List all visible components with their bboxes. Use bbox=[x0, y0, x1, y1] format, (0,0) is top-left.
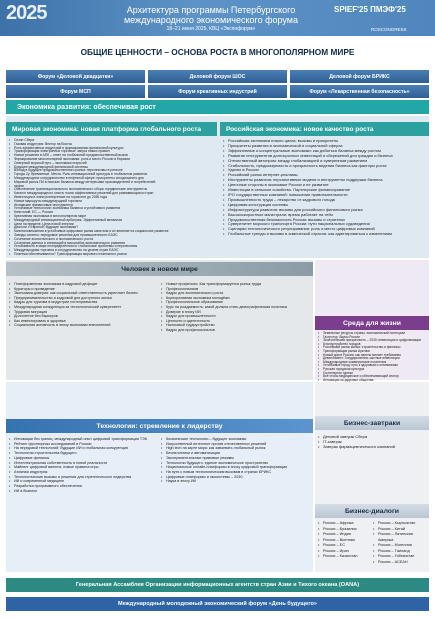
list-item: • Новые профессии. Как трансформируется рынок труда bbox=[160, 282, 310, 287]
breakfasts-list bbox=[317, 434, 427, 449]
list-item: • Кадры для промышленности bbox=[160, 314, 310, 319]
list-item: • Международный инновационный арбитраж. Эффективный механизм bbox=[8, 219, 216, 223]
list-item: • Благоустройство городов bbox=[317, 343, 427, 347]
list-item: • Будущее международной финансовой системы bbox=[8, 166, 216, 170]
list-item: • Интеллектуальная собственность в новой реальности bbox=[8, 461, 158, 466]
page-title: ОБЩИЕ ЦЕННОСТИ – ОСНОВА РОСТА В МНОГОПОЛЯРНОМ МИРЕ bbox=[0, 36, 435, 68]
list-item: • Гастротур. Вкусы России bbox=[317, 336, 427, 340]
list-item: • Корпоративная экономика молодёжи bbox=[160, 296, 310, 301]
list-item: • Платформенная экономика в кадровой дефицит bbox=[8, 282, 158, 287]
dialogues-list-right bbox=[372, 521, 428, 565]
list-item: • Россия – Таиланд bbox=[372, 549, 428, 555]
list-item: • Курс на рождаемость: какой должна стать демографическая политика bbox=[160, 305, 310, 310]
people-list-right bbox=[160, 282, 310, 378]
list-item: • Долголетие без барьеров bbox=[8, 314, 158, 319]
list-item: • Как инвестировать в здоровье bbox=[8, 319, 158, 324]
dialogues-title: Бизнес-диалоги bbox=[315, 504, 429, 518]
list-item: • Трудовая миграция bbox=[8, 310, 158, 315]
list-item: • Цифровые финансы bbox=[8, 456, 158, 461]
list-item: • Рейтинг фронтирных исследований в России bbox=[8, 442, 158, 447]
list-item: • Глобальные тренды и вызовы в химической отрасли: как адаптироваться к изменениям bbox=[222, 232, 427, 237]
russia-economy-list bbox=[222, 139, 427, 257]
list-item: • Деловой завтрак Сбера bbox=[317, 434, 427, 439]
list-item: • Взгляд в будущее продовольственного рынка: перспективы в регионе bbox=[8, 169, 216, 173]
list-item: • Завтрак фармацевтического компаний bbox=[317, 444, 427, 449]
tech-list-left bbox=[8, 437, 158, 570]
list-item: • High tech на карте мира: как завоевать глобальный рынок bbox=[160, 446, 310, 451]
list-item: • Ценности и идентичность bbox=[160, 319, 310, 324]
list-item: • Кэпитолий: ЕС — Россия bbox=[8, 211, 216, 215]
list-item: • Инфраструктура развития: вызовы для российского финансового рынка bbox=[222, 208, 427, 213]
list-item: • Девелопмент: Государственно-частные инвестиции bbox=[317, 357, 427, 361]
list-item: • Города 2у: Времянные. Мечта. Роль инновационной культуры в глобальном развитии bbox=[8, 173, 216, 177]
list-item: • Инновации без границ: международный опыт цифровой трансформации ТЭК bbox=[8, 437, 158, 442]
list-item: • нефти bbox=[8, 185, 216, 189]
list-item: • ИИ и современной медицине bbox=[8, 479, 158, 484]
list-item: • Инвестиции в сельское хозяйство. Партнерские финансирование bbox=[222, 188, 427, 193]
list-item: • Трансформация электронных торговых: запуск новых правил bbox=[8, 150, 216, 154]
list-item: • Гостиничная туризм bbox=[317, 372, 427, 376]
list-item: • Россия – Индия bbox=[317, 532, 373, 538]
list-item: • Международные коммерческие поселения bbox=[317, 361, 427, 365]
list-item: • Российская экономика нового цикла: вызовы и приоритеты bbox=[222, 139, 427, 144]
list-item: • Инвестиции в электроэнергетике на горизонте до 2050 года bbox=[8, 196, 216, 200]
list-item: • Сочетание экологического и экономического роста bbox=[8, 238, 216, 242]
list-item: • IPO государственных компаний: повышение привлекательности bbox=[222, 193, 427, 198]
list-item: • Устойчивые технологии: экономика баланса и устойчивого развития bbox=[8, 207, 216, 211]
list-item: • Эффективные и концептуальные экономики: как добиться баланса между ростом bbox=[222, 149, 427, 154]
list-item: • Социальная активность в эпоху экономики впечатлений bbox=[8, 323, 158, 328]
list-item: • ИИ в бизнесе bbox=[8, 489, 158, 494]
list-item: • Профессионализм bbox=[160, 287, 310, 292]
forum-brics[interactable]: Деловой форум БРИКС bbox=[290, 70, 429, 83]
list-item: • Атомная индустрия bbox=[8, 470, 158, 475]
tech-list-right bbox=[160, 437, 310, 570]
list-item: • Доверие в эпоху ИИ bbox=[160, 310, 310, 315]
list-item: • Устойчивость в мире неопределённости: глобальные проблемы и перспективы bbox=[8, 245, 216, 249]
forum-msp[interactable]: Форум МСП bbox=[6, 85, 145, 98]
list-item: • Цепочные стороны в экономике России и ее развитие bbox=[222, 183, 427, 188]
list-item: • Наука в эпоху ИИ bbox=[160, 479, 310, 484]
list-item: • Приоритеты развития в экономической и социальной сферах bbox=[222, 144, 427, 149]
list-item: • Отечественный автопром: между глобализацией и суверенным развитием bbox=[222, 159, 427, 164]
list-item: • Экономика доверия: как социальный ответственность укрепляет бизнес bbox=[8, 291, 158, 296]
list-item: • Россия – Узбекистан bbox=[372, 554, 428, 560]
tech-title: Технологии: стремление к лидерству bbox=[6, 419, 313, 433]
list-item: • Креативная экономика в многополярном мире bbox=[8, 215, 216, 219]
list-item: • Россия – АСЕАН bbox=[372, 560, 428, 566]
list-item: • Трансформация рынка Арктики bbox=[317, 350, 427, 354]
list-item: • Искусственный интеллект против отечественных решений bbox=[160, 442, 310, 447]
list-item: • Исламские финансовые инструменты bbox=[8, 204, 216, 208]
forum-sco[interactable]: Деловой форум ШОС bbox=[148, 70, 287, 83]
list-item: • Продовольственная безопасность России: вызовы и стратегии bbox=[222, 218, 427, 223]
spief-logo: SPIEF'25 ПМЭФ'25 bbox=[334, 5, 406, 14]
list-item: • Российский рынок интернет-рекламы bbox=[222, 173, 427, 178]
list-item: • Россия – Бразилия bbox=[317, 527, 373, 533]
list-item: • Россия – Вьетнам bbox=[317, 538, 373, 544]
list-item: • Налоговый трудоустройство bbox=[160, 323, 310, 328]
dialogues-list-left bbox=[317, 521, 373, 560]
list-item: • Промышленность труда – лекарство от кадрового голода bbox=[222, 198, 427, 203]
list-item: • Экологическая прозрачность – 2030: инвестиции и цифровизация bbox=[317, 339, 427, 343]
list-item: • Устойчивые город: путь к здоровым и оптимизмам bbox=[317, 364, 427, 368]
list-item: • Кадры для профессионалов bbox=[160, 328, 310, 333]
life-title: Среда для жизни bbox=[343, 319, 401, 327]
oana-banner[interactable]: Генеральная Ассамблея Организации информационных агентств стран Азии и Тихого океана (OANA) bbox=[6, 578, 429, 592]
list-item: • Платежи обеспечиваются? Трансформация мирового платежного рынка bbox=[8, 253, 216, 257]
list-item: • Российский рынок жилья: строительство и финансы bbox=[317, 346, 427, 350]
list-item: • Технология строительства будущего bbox=[8, 451, 158, 456]
list-item: • Северный морской путь – экономика открытий bbox=[8, 162, 216, 166]
header-banner bbox=[0, 0, 435, 36]
list-item: • Газовая индустрия: Вектор на Восток bbox=[8, 143, 216, 147]
list-item: • На передовой технологий: будущие ИИ и глобальная конкуренция bbox=[8, 446, 158, 451]
world-economy-list bbox=[8, 139, 216, 257]
forums-row-1 bbox=[6, 70, 429, 83]
list-item: • Международное сотрудничество в нефтяной сфере: приоритеты сегодняшнего дня bbox=[8, 177, 216, 181]
list-item: • IT-завтрак bbox=[317, 439, 427, 444]
list-item: • Каталог международного опыта: поиск эффективных решений для развивающихся стран bbox=[8, 192, 216, 196]
list-item: • Сезон Сбера bbox=[8, 139, 216, 143]
forum-logo: 2025 bbox=[6, 2, 47, 24]
list-item: • Кураторы и проведение bbox=[8, 287, 158, 292]
list-item: • Цели на пределе. Цена новой энергии bbox=[8, 223, 216, 227]
list-item: • Кадры для туризма в индустрии гостеприимства bbox=[8, 300, 158, 305]
list-item: • Сочетание данных и инноваций в масштабах экономического развития bbox=[8, 242, 216, 246]
list-item: • Удачно в России bbox=[222, 168, 427, 173]
roscongress-logo: ROSCONGRESS bbox=[371, 27, 407, 32]
list-item: • Международная торговля и сотрудничество на уровне стран ЕАЭС bbox=[8, 249, 216, 253]
forum-creative[interactable]: Форум креативных индустрий bbox=[148, 85, 287, 98]
list-item: • Диалоги с Европой: будущее экономики? bbox=[8, 226, 216, 230]
list-item: • Россия – Китай bbox=[372, 527, 428, 533]
list-item: • Цифровая конструкция системы bbox=[222, 203, 427, 208]
list-item: • Новый дом в России: как панель меняет требования bbox=[317, 354, 427, 358]
forum-g20[interactable]: Форум «Деловой двадцатки» bbox=[6, 70, 145, 83]
future-day-banner[interactable]: Международный молодежный экономический форум «День будущего» bbox=[6, 597, 429, 611]
list-item: • Предпринимательство и кадровой для доступного жилья bbox=[8, 296, 158, 301]
list-item: • Развитие инструментов долгосрочных инвестиций и сбережений для граждан и бизнеса bbox=[222, 154, 427, 159]
life-list bbox=[317, 331, 427, 382]
list-item: • Технологические вызовы и решения для стратегического лидерства bbox=[8, 475, 158, 480]
list-item: • Обеспечение транснационального экономического сбора: юридические инструменты bbox=[8, 188, 216, 192]
list-item: • Профессиональное образование bbox=[160, 300, 310, 305]
economy-band: Экономика развития: обеспечивая рост bbox=[6, 100, 429, 114]
people-list-left bbox=[8, 282, 158, 378]
people-title: Человек в новом мире bbox=[6, 262, 313, 276]
list-item: • Сценарии технологического регулирования: роль и место цифровых компаний bbox=[222, 227, 427, 232]
list-item: • Экспериментальные правовые режимы bbox=[160, 456, 310, 461]
list-item: • Заводы-гиганты: передовые решения для промышленности ЕАЭС bbox=[8, 234, 216, 238]
list-item: • Россия – Иран bbox=[317, 549, 373, 555]
list-item: • Россия – Монголия bbox=[372, 543, 428, 549]
list-item: • Кадры для экономического роста bbox=[160, 291, 310, 296]
list-item: • Цифровые платформы и экосистемы – 2030 bbox=[160, 475, 310, 480]
list-item: • Россия – ЕС bbox=[317, 543, 373, 549]
list-item: • Международная конкуренция за технологический суверенитет bbox=[8, 305, 158, 310]
list-item: • Новые решения в АПК – ответ на глобальный продовольственный вызов bbox=[8, 154, 216, 158]
list-item: • Майнинг цифровой валюты: новые правила игры bbox=[8, 465, 158, 470]
list-item: • Россия – Африка bbox=[317, 521, 373, 527]
world-economy-title: Мировая экономика: новая платформа глобального роста bbox=[6, 122, 217, 136]
forum-drugs[interactable]: Форум «Лекарственная безопасность» bbox=[290, 85, 429, 98]
russia-economy-title: Российская экономика: новое качество роста bbox=[220, 122, 429, 136]
list-item: • Высокоскоростные магистрали: время работает на тебя bbox=[222, 213, 427, 218]
list-item: • Национальные онлайн-платформы в эпоху цифровой трансформации bbox=[160, 465, 310, 470]
breakfasts-title: Бизнес-завтраки bbox=[315, 416, 429, 430]
list-item: • Россия – Кыргызстан bbox=[372, 521, 428, 527]
list-item: • Разработка программного обеспечения bbox=[8, 484, 158, 489]
list-item: • Русская городская культура bbox=[317, 368, 427, 372]
header-dates: 18–21 июня 2025, КВЦ «Экспофорум» bbox=[166, 26, 256, 32]
list-item: • Инструменты развития: перспективные модели и инструменты поддержки бизнеса bbox=[222, 178, 427, 183]
forums-row-2 bbox=[6, 85, 429, 98]
list-item: • Россия – Латинская Америка bbox=[372, 532, 428, 543]
list-item: • Всё чтобы медицинское и обеспечивающий сектор bbox=[317, 375, 427, 379]
list-item: • Земельные ресурсы страны: экономический потенциал bbox=[317, 332, 427, 336]
list-item: • Суверенитет морского транспорта России: пути национальных судоведения bbox=[222, 222, 427, 227]
list-item: • Инновации за здоровье общества bbox=[317, 379, 427, 383]
list-item: • Мировой рынок ПИ в поисках баланса между интересами производителей и потребителей bbox=[8, 181, 216, 185]
list-item: • Технологии будущего: единое экономическое пространство bbox=[160, 461, 310, 466]
list-item: • Роль эффективных индустрий в формировании финансовой культуры bbox=[8, 147, 216, 151]
list-item: • Капиталовложения в устойчивые цифровые рынки капитала и их влияние на социальное развитие bbox=[8, 230, 216, 234]
list-item: • Беспилотники и автоматизация bbox=[160, 451, 310, 456]
list-item: • Космические технологии – будущее экономики bbox=[160, 437, 310, 442]
list-item: • Новые маршруты международной торговли bbox=[8, 200, 216, 204]
header-title: Архитектура программы Петербургского международного экономического форума bbox=[123, 5, 299, 25]
list-item: • На пути к новым технологическим вызовам в странах БРИКС bbox=[160, 470, 310, 475]
list-item: • Россия – Казахстан bbox=[317, 554, 373, 560]
list-item: • Стабильность, предсказуемость и прозрачность ведения бизнеса как факторы роста bbox=[222, 164, 427, 169]
list-item: • Формирование многополярной экономики: роль и место России в Евразии bbox=[8, 158, 216, 162]
